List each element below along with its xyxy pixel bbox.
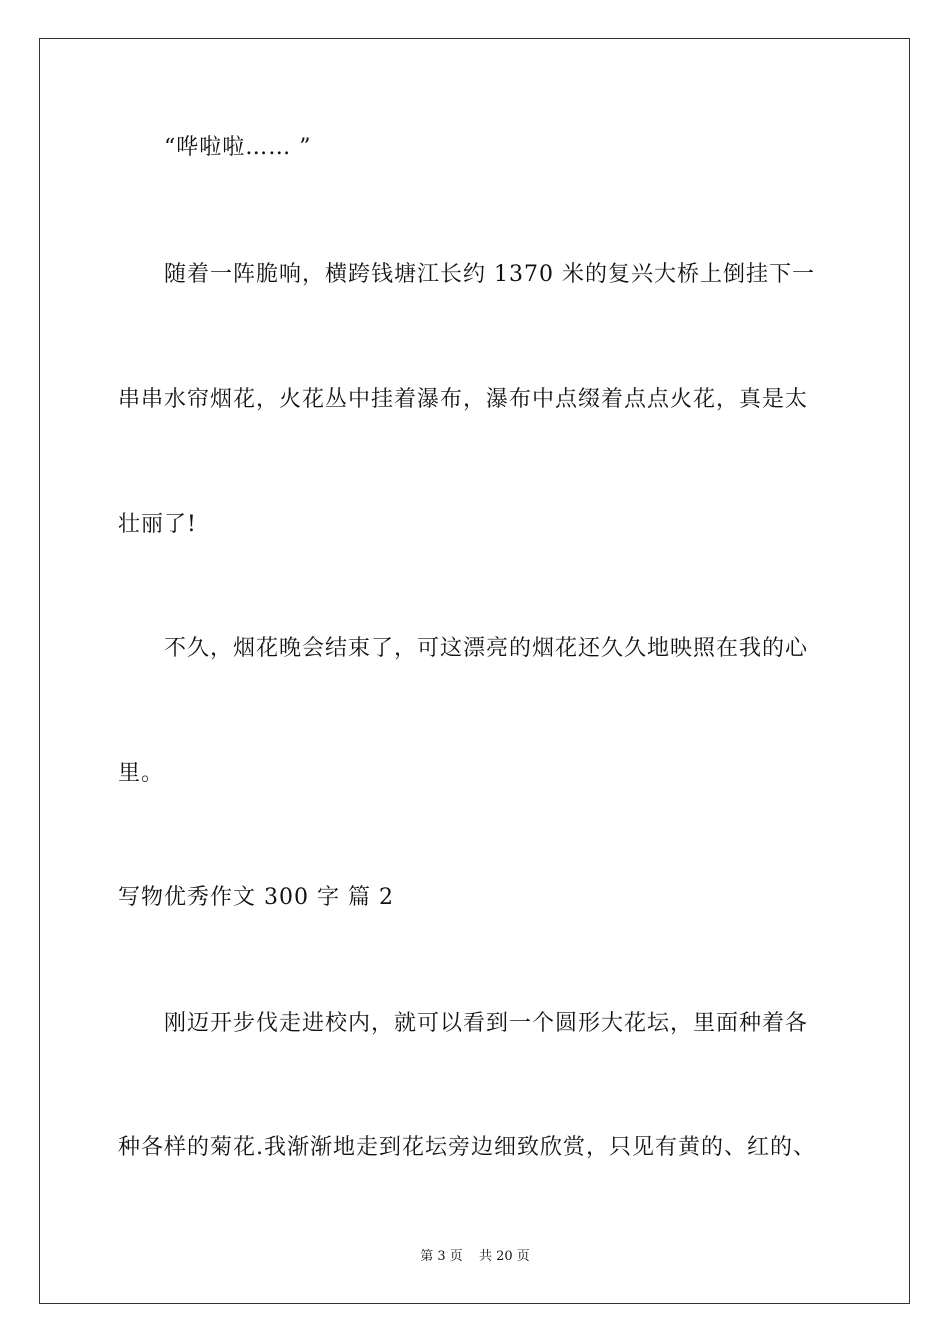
page-footer <box>0 1248 950 1266</box>
paragraph-line-5: 不久，烟花晚会结束了，可这漂亮的烟花还久久地映照在我的心 <box>164 636 809 661</box>
paragraph-line-6: 里。 <box>118 761 165 786</box>
paragraph-line-8: 种各样的菊花.我渐渐地走到花坛旁边细致欣赏，只见有黄的、红的、 <box>118 1135 816 1160</box>
paragraph-line-2: 随着一阵脆响，横跨钱塘江长约 1370 米的复兴大桥上倒挂下一 <box>164 262 815 287</box>
paragraph-line-3: 串串水帘烟花，火花丛中挂着瀑布，瀑布中点缀着点点火花，真是太 <box>118 387 809 412</box>
page-number-total: 共 20 页 <box>478 1249 530 1264</box>
page-border <box>39 38 910 1304</box>
paragraph-line-7: 刚迈开步伐走进校内，就可以看到一个圆形大花坛，里面种着各 <box>164 1011 809 1036</box>
paragraph-line-4: 壮丽了! <box>118 512 197 537</box>
page-number-current: 第 3 页 <box>420 1249 463 1264</box>
section-heading: 写物优秀作文 300 字 篇 2 <box>118 885 394 910</box>
paragraph-line-1: “哗啦啦…… ” <box>164 135 312 160</box>
